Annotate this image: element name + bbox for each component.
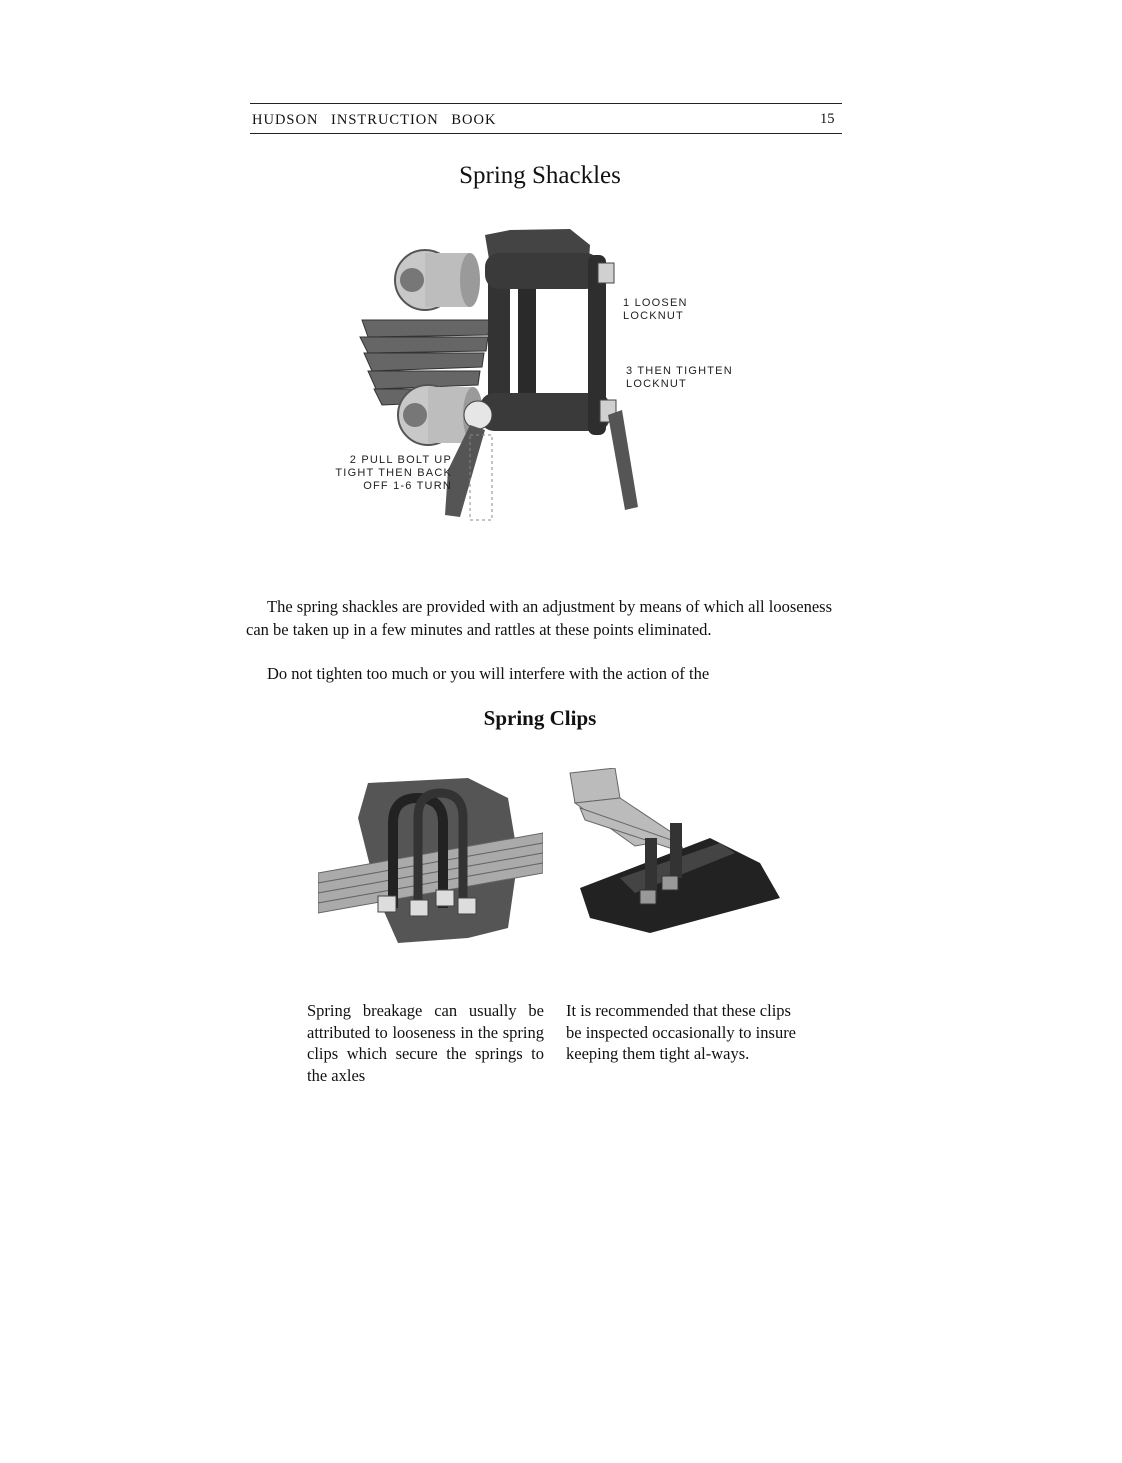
header-top-rule	[250, 103, 842, 104]
paragraph-shackle-adjustment: The spring shackles are provided with an adjustment by means of which all looseness can be taken up in a few minutes and rattles at these points eliminated.	[246, 597, 832, 639]
section-title-spring-clips: Spring Clips	[483, 706, 597, 730]
spring-clip-illustration-right	[560, 768, 785, 933]
figure-label-tighten-locknut: 3 THEN TIGHTEN LOCKNUT	[626, 365, 733, 390]
caption-spring-breakage: Spring breakage can usually be attributed to looseness in the spring clips which secure the springs to the axles	[307, 1001, 544, 1085]
figure-label-pull-bolt: 2 PULL BOLT UP TIGHT THEN BACK OFF 1-6 TURN	[335, 454, 452, 492]
caption-inspection-recommendation: It is recommended that these clips be inspected occasionally to insure keeping them tight al-ways.	[566, 1001, 797, 1063]
section-title-spring-shackles: Spring Shackles	[459, 162, 621, 189]
header-bottom-rule	[250, 133, 842, 134]
figure-label-loosen-locknut: 1 LOOSEN LOCKNUT	[623, 297, 688, 322]
paragraph-do-not-tighten: Do not tighten too much or you will interfere with the action of the	[267, 664, 710, 683]
spring-clip-illustration-left	[318, 778, 543, 943]
page-number: 15	[820, 111, 835, 127]
running-title: HUDSON INSTRUCTION BOOK	[252, 112, 497, 128]
